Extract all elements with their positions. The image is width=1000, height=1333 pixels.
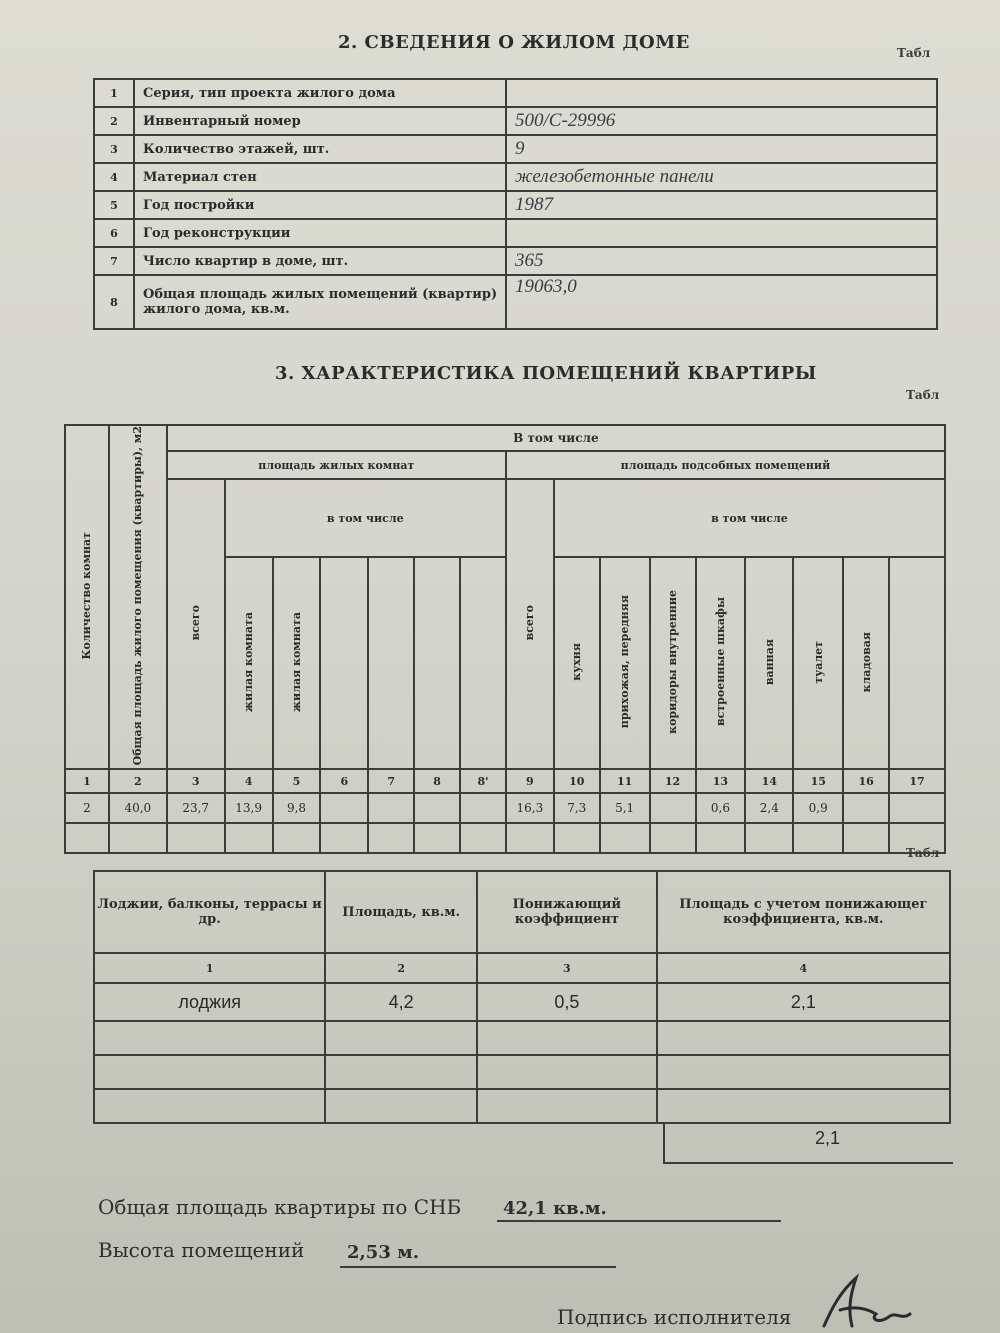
row-number: 6 bbox=[94, 219, 134, 247]
empty-cell bbox=[167, 823, 225, 853]
empty-cell bbox=[745, 823, 793, 853]
data-cell: 0,9 bbox=[793, 793, 843, 823]
row-label: Год постройки bbox=[134, 191, 506, 219]
empty-cell bbox=[65, 823, 109, 853]
living-subcol-header bbox=[414, 557, 460, 769]
empty-cell bbox=[554, 823, 600, 853]
living-sub-header: в том числе bbox=[225, 479, 506, 557]
row-value: 365 bbox=[506, 247, 937, 275]
column-number: 3 bbox=[167, 769, 225, 793]
row-number: 7 bbox=[94, 247, 134, 275]
column-number: 14 bbox=[745, 769, 793, 793]
column-number: 10 bbox=[554, 769, 600, 793]
row-label: Количество этажей, шт. bbox=[134, 135, 506, 163]
house-info-row bbox=[94, 163, 937, 191]
empty-cell bbox=[506, 823, 554, 853]
data-cell bbox=[414, 793, 460, 823]
column-number: 8' bbox=[460, 769, 506, 793]
row-number: 2 bbox=[94, 107, 134, 135]
row-label: Серия, тип проекта жилого дома bbox=[134, 79, 506, 107]
data-cell: 2 bbox=[65, 793, 109, 823]
signature-image bbox=[810, 1270, 920, 1333]
loggia-cell: 2,1 bbox=[657, 983, 950, 1021]
row-value: 500/С-29996 bbox=[506, 107, 937, 135]
column-number: 12 bbox=[650, 769, 696, 793]
row-number: 4 bbox=[94, 163, 134, 191]
aux-total-header: всего bbox=[506, 479, 554, 769]
row-label: Материал стен bbox=[134, 163, 506, 191]
row-number: 1 bbox=[94, 79, 134, 107]
house-info-row bbox=[94, 219, 937, 247]
section2-tabl-label: Табл bbox=[897, 46, 931, 60]
row-value bbox=[506, 79, 937, 107]
house-info-table bbox=[93, 78, 938, 330]
living-subcol-header bbox=[460, 557, 506, 769]
loggia-column-header: Лоджии, балконы, террасы и др. bbox=[94, 871, 325, 953]
loggia-table bbox=[93, 870, 951, 1124]
section3-title: 3. ХАРАКТЕРИСТИКА ПОМЕЩЕНИЙ КВАРТИРЫ bbox=[275, 363, 817, 384]
column-number: 8 bbox=[414, 769, 460, 793]
house-info-row bbox=[94, 107, 937, 135]
row-value: 1987 bbox=[506, 191, 937, 219]
empty-cell bbox=[600, 823, 650, 853]
living-area-header: площадь жилых комнат bbox=[167, 451, 506, 479]
row-label: Число квартир в доме, шт. bbox=[134, 247, 506, 275]
aux-area-header: площадь подсобных помещений bbox=[506, 451, 945, 479]
col-total-header: Общая площадь жилого помещения (квартиры), м2 bbox=[109, 425, 167, 769]
column-number: 13 bbox=[696, 769, 746, 793]
data-cell: 7,3 bbox=[554, 793, 600, 823]
column-number: 4 bbox=[225, 769, 273, 793]
empty-cell bbox=[650, 823, 696, 853]
apartment-rooms-table bbox=[64, 424, 946, 854]
aux-subcol-header: ванная bbox=[745, 557, 793, 769]
empty-cell bbox=[368, 823, 414, 853]
data-cell bbox=[843, 793, 889, 823]
column-number: 9 bbox=[506, 769, 554, 793]
column-number: 15 bbox=[793, 769, 843, 793]
data-cell: 2,4 bbox=[745, 793, 793, 823]
loggia-column-header: Понижающий коэффициент bbox=[477, 871, 657, 953]
data-cell bbox=[650, 793, 696, 823]
empty-cell bbox=[320, 823, 368, 853]
loggia-cell: 4,2 bbox=[325, 983, 477, 1021]
data-cell: 9,8 bbox=[273, 793, 321, 823]
data-cell: 40,0 bbox=[109, 793, 167, 823]
living-total-header: всего bbox=[167, 479, 225, 769]
height-value: 2,53 м. bbox=[347, 1242, 420, 1263]
house-info-row bbox=[94, 275, 937, 329]
data-cell bbox=[320, 793, 368, 823]
loggia-column-number: 1 bbox=[94, 953, 325, 983]
col-rooms-header: Количество комнат bbox=[65, 425, 109, 769]
row-label: Год реконструкции bbox=[134, 219, 506, 247]
empty-cell bbox=[843, 823, 889, 853]
house-info-row bbox=[94, 79, 937, 107]
aux-subcol-header: встроенные шкафы bbox=[696, 557, 746, 769]
data-cell: 13,9 bbox=[225, 793, 273, 823]
house-info-row bbox=[94, 135, 937, 163]
loggia-column-header: Площадь, кв.м. bbox=[325, 871, 477, 953]
aux-subcol-header: кладовая bbox=[843, 557, 889, 769]
data-cell: 23,7 bbox=[167, 793, 225, 823]
column-number: 6 bbox=[320, 769, 368, 793]
aux-sub-header: в том числе bbox=[554, 479, 945, 557]
loggia-total-box bbox=[663, 1122, 953, 1164]
column-number: 17 bbox=[889, 769, 945, 793]
row-number: 8 bbox=[94, 275, 134, 329]
total-area-label: Общая площадь квартиры по СНБ bbox=[98, 1195, 462, 1219]
living-subcol-header bbox=[320, 557, 368, 769]
row-value bbox=[506, 219, 937, 247]
loggia-cell: 0,5 bbox=[477, 983, 657, 1021]
data-cell bbox=[889, 793, 945, 823]
data-cell: 16,3 bbox=[506, 793, 554, 823]
column-number: 7 bbox=[368, 769, 414, 793]
section3-tabl-label: Табл bbox=[906, 388, 940, 402]
empty-cell bbox=[109, 823, 167, 853]
house-info-row bbox=[94, 191, 937, 219]
loggia-total-value: 2,1 bbox=[815, 1128, 841, 1148]
living-subcol-header bbox=[368, 557, 414, 769]
total-area-underline bbox=[497, 1220, 781, 1222]
column-number: 11 bbox=[600, 769, 650, 793]
row-value: 9 bbox=[506, 135, 937, 163]
column-number: 2 bbox=[109, 769, 167, 793]
data-cell: 0,6 bbox=[696, 793, 746, 823]
loggia-column-number: 4 bbox=[657, 953, 950, 983]
loggia-column-number: 2 bbox=[325, 953, 477, 983]
v-tom-chisle-header: В том числе bbox=[167, 425, 945, 451]
height-underline bbox=[340, 1266, 616, 1268]
column-number: 1 bbox=[65, 769, 109, 793]
aux-subcol-header: туалет bbox=[793, 557, 843, 769]
house-info-row bbox=[94, 247, 937, 275]
signature-label: Подпись исполнителя bbox=[557, 1305, 792, 1329]
row-label: Инвентарный номер bbox=[134, 107, 506, 135]
living-subcol-header: жилая комната bbox=[273, 557, 321, 769]
empty-cell bbox=[793, 823, 843, 853]
aux-subcol-header: прихожая, передняя bbox=[600, 557, 650, 769]
empty-cell bbox=[460, 823, 506, 853]
data-cell bbox=[460, 793, 506, 823]
row-number: 3 bbox=[94, 135, 134, 163]
section4-tabl-label: Табл bbox=[906, 846, 940, 860]
aux-subcol-header bbox=[889, 557, 945, 769]
data-cell: 5,1 bbox=[600, 793, 650, 823]
row-label: Общая площадь жилых помещений (квартир) жилого дома, кв.м. bbox=[134, 275, 506, 329]
column-number: 5 bbox=[273, 769, 321, 793]
column-number: 16 bbox=[843, 769, 889, 793]
data-cell bbox=[368, 793, 414, 823]
row-value: железобетонные панели bbox=[506, 163, 937, 191]
row-number: 5 bbox=[94, 191, 134, 219]
empty-cell bbox=[696, 823, 746, 853]
empty-cell bbox=[414, 823, 460, 853]
height-label: Высота помещений bbox=[98, 1238, 305, 1262]
row-value: 19063,0 bbox=[506, 275, 937, 329]
loggia-column-header: Площадь с учетом понижающег коэффициента, кв.м. bbox=[657, 871, 950, 953]
loggia-column-number: 3 bbox=[477, 953, 657, 983]
living-subcol-header: жилая комната bbox=[225, 557, 273, 769]
total-area-value: 42,1 кв.м. bbox=[503, 1198, 607, 1219]
aux-subcol-header: коридоры внутренние bbox=[650, 557, 696, 769]
empty-cell bbox=[273, 823, 321, 853]
aux-subcol-header: кухня bbox=[554, 557, 600, 769]
loggia-cell: лоджия bbox=[94, 983, 325, 1021]
section2-title: 2. СВЕДЕНИЯ О ЖИЛОМ ДОМЕ bbox=[338, 32, 690, 53]
empty-cell bbox=[225, 823, 273, 853]
